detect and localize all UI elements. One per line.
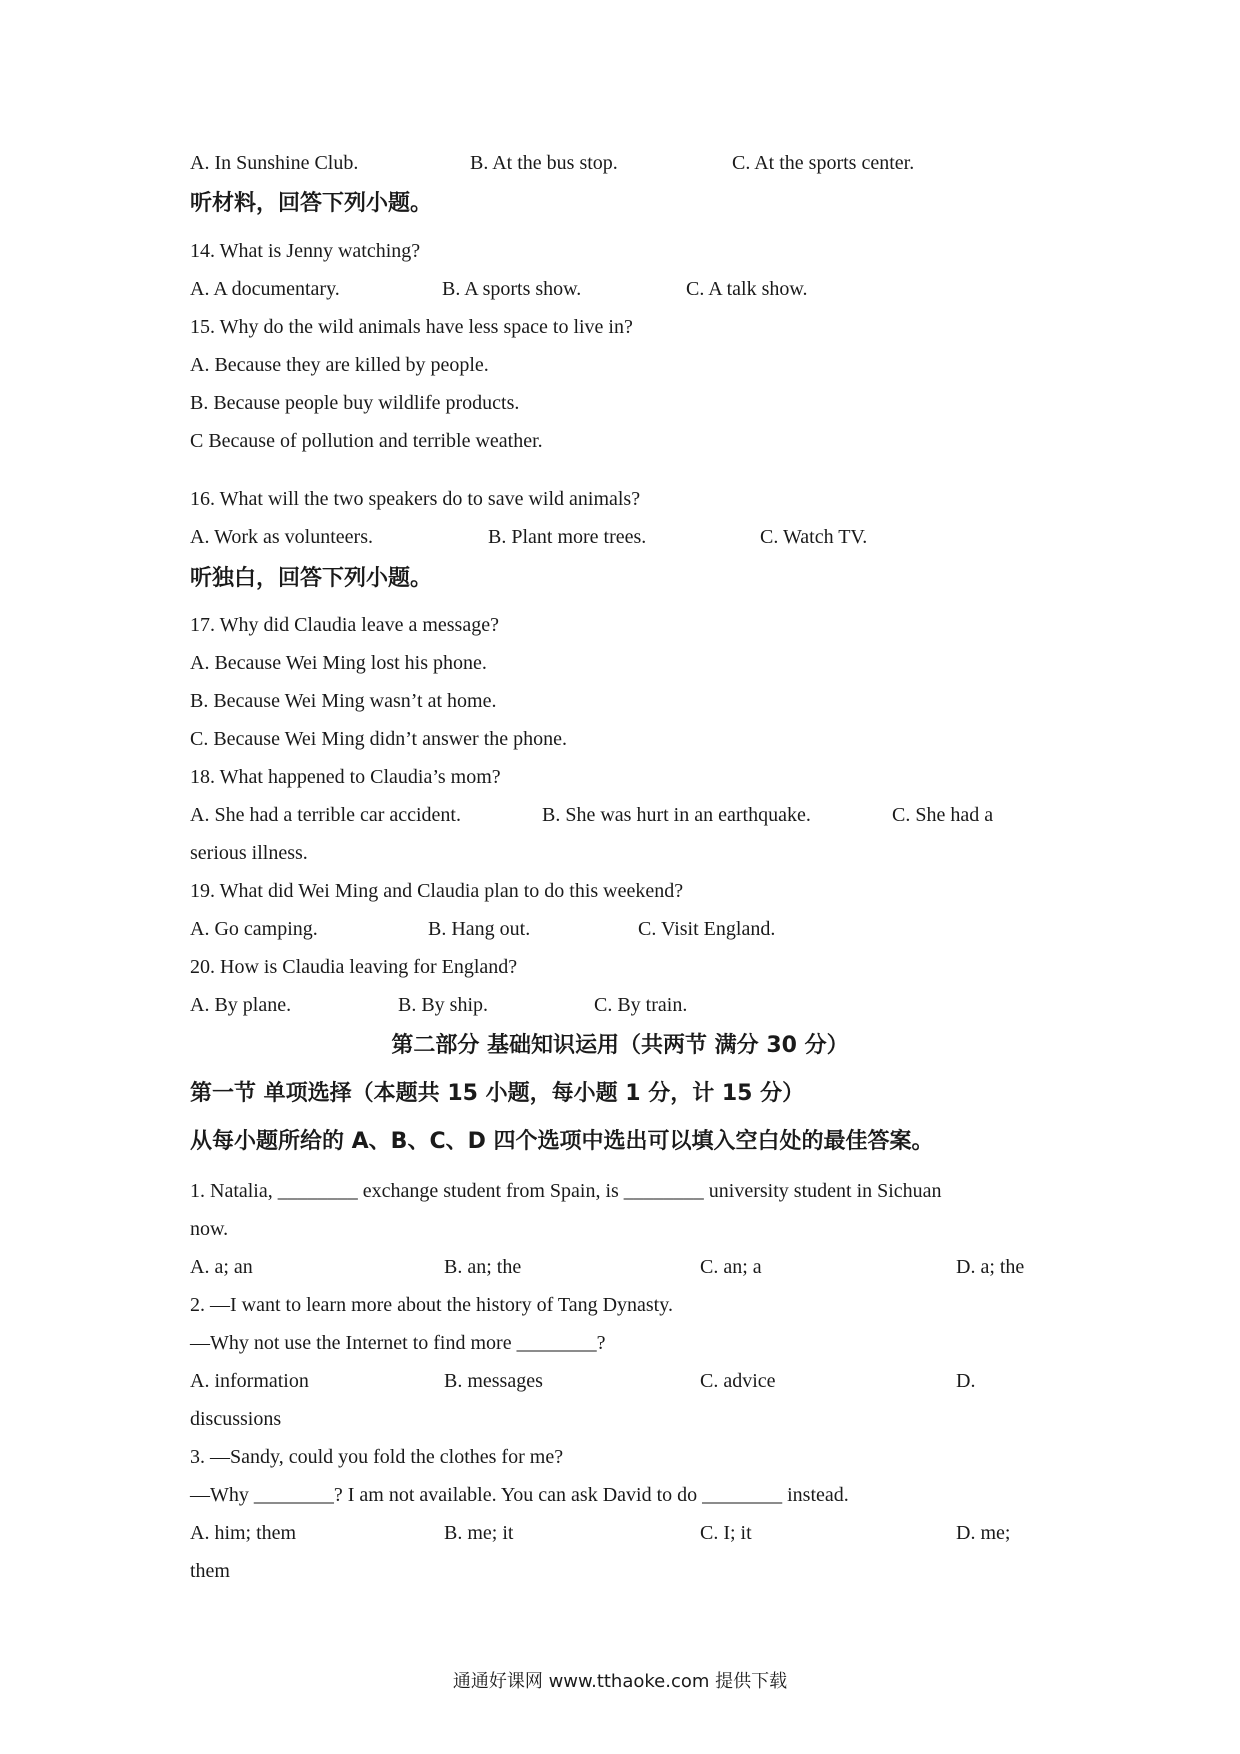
q20-option-b: B. By ship. — [398, 994, 489, 1016]
grammar-question-1-continued: now. — [190, 1218, 229, 1240]
g3-option-b: B. me; it — [444, 1522, 514, 1544]
g2-option-b: B. messages — [444, 1370, 543, 1392]
q18-option-c: C. She had a — [892, 804, 994, 826]
g2-option-d-continued: discussions — [190, 1408, 282, 1430]
g3-option-a: A. him; them — [190, 1522, 297, 1544]
q17-option-b: B. Because Wei Ming wasn’t at home. — [190, 690, 497, 712]
q13-option-c: C. At the sports center. — [732, 152, 915, 174]
q19-option-c: C. Visit England. — [638, 918, 776, 940]
q13-option-b: B. At the bus stop. — [470, 152, 618, 174]
q20-option-a: A. By plane. — [190, 994, 292, 1016]
grammar-question-2-reply: —Why not use the Internet to find more ________? — [190, 1332, 606, 1354]
q19-option-a: A. Go camping. — [190, 918, 318, 940]
q16-option-c: C. Watch TV. — [760, 526, 868, 548]
section-one-heading: 第一节 单项选择（本题共 15 小题，每小题 1 分，计 15 分） — [190, 1081, 805, 1106]
page-footer: 通通好课网 www.tthaoke.com 提供下载 — [452, 1671, 788, 1692]
q14-option-c: C. A talk show. — [686, 278, 808, 300]
g3-option-d-continued: them — [190, 1560, 230, 1582]
question-19: 19. What did Wei Ming and Claudia plan to do this weekend? — [190, 880, 684, 902]
q16-option-a: A. Work as volunteers. — [190, 526, 373, 548]
g3-option-c: C. I; it — [700, 1522, 752, 1544]
question-20: 20. How is Claudia leaving for England? — [190, 956, 518, 978]
g1-option-d: D. a; the — [956, 1256, 1025, 1278]
q15-option-b: B. Because people buy wildlife products. — [190, 392, 520, 414]
q18-option-a: A. She had a terrible car accident. — [190, 804, 461, 826]
question-14: 14. What is Jenny watching? — [190, 240, 421, 262]
g3-option-d: D. me; — [956, 1522, 1011, 1544]
question-18: 18. What happened to Claudia’s mom? — [190, 766, 501, 788]
section-heading-dialogue: 听材料，回答下列小题。 — [190, 191, 433, 216]
q17-option-a: A. Because Wei Ming lost his phone. — [190, 652, 487, 674]
question-17: 17. Why did Claudia leave a message? — [190, 614, 499, 636]
q15-option-c: C Because of pollution and terrible weather. — [190, 430, 543, 452]
section-one-instructions: 从每小题所给的 A、B、C、D 四个选项中选出可以填入空白处的最佳答案。 — [190, 1129, 934, 1154]
q13-option-a: A. In Sunshine Club. — [190, 152, 359, 174]
g1-option-c: C. an; a — [700, 1256, 762, 1278]
grammar-question-1: 1. Natalia, ________ exchange student from Spain, is ________ university student in Sichuan — [190, 1180, 942, 1202]
q18-option-c-continued: serious illness. — [190, 842, 308, 864]
g2-option-a: A. information — [190, 1370, 309, 1392]
part-two-heading: 第二部分 基础知识运用（共两节 满分 30 分） — [391, 1033, 849, 1058]
q19-option-b: B. Hang out. — [428, 918, 531, 940]
g2-option-d: D. — [956, 1370, 976, 1392]
q17-option-c: C. Because Wei Ming didn’t answer the phone. — [190, 728, 568, 750]
g2-option-c: C. advice — [700, 1370, 776, 1392]
grammar-question-3-reply: —Why ________? I am not available. You can ask David to do ________ instead. — [190, 1484, 849, 1506]
g1-option-a: A. a; an — [190, 1256, 253, 1278]
section-heading-monologue: 听独白，回答下列小题。 — [190, 566, 433, 591]
q14-option-a: A. A documentary. — [190, 278, 340, 300]
q18-option-b: B. She was hurt in an earthquake. — [542, 804, 811, 826]
q20-option-c: C. By train. — [594, 994, 688, 1016]
grammar-question-2: 2. —I want to learn more about the history of Tang Dynasty. — [190, 1294, 673, 1316]
q16-option-b: B. Plant more trees. — [488, 526, 647, 548]
q15-option-a: A. Because they are killed by people. — [190, 354, 489, 376]
question-15: 15. Why do the wild animals have less space to live in? — [190, 316, 633, 338]
q14-option-b: B. A sports show. — [442, 278, 582, 300]
grammar-question-3: 3. —Sandy, could you fold the clothes for me? — [190, 1446, 564, 1468]
question-16: 16. What will the two speakers do to save wild animals? — [190, 488, 641, 510]
g1-option-b: B. an; the — [444, 1256, 522, 1278]
